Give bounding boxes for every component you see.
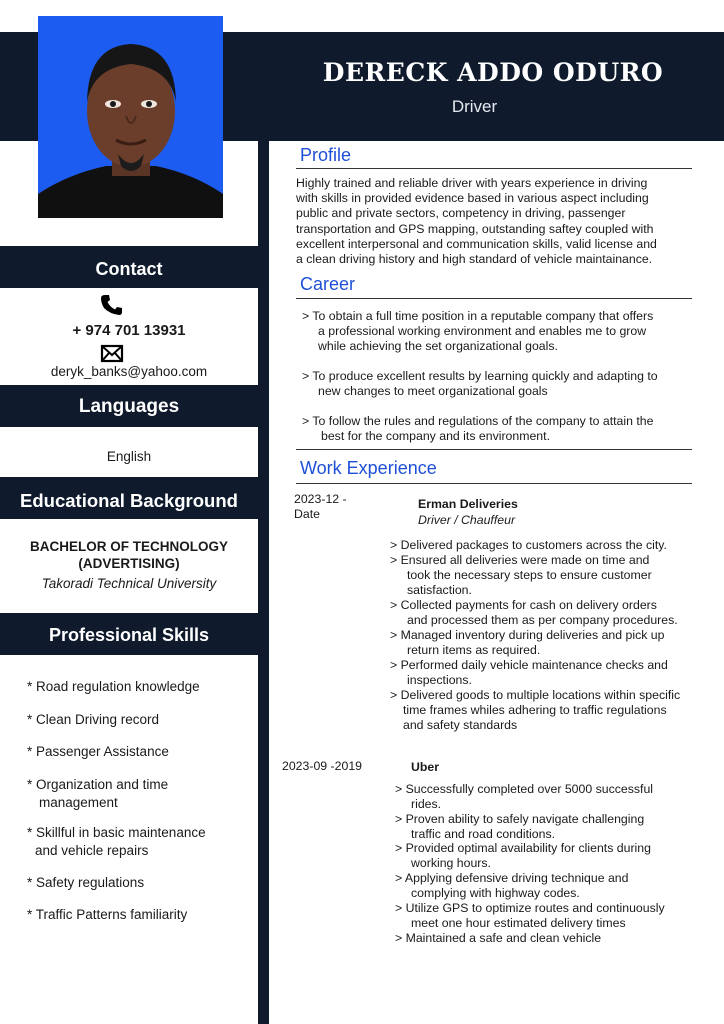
job-duty: > Collected payments for cash on delivery orders [390,598,657,612]
job-position: Driver / Chauffeur [418,513,516,527]
candidate-name: DERECK ADDO ODURO [322,58,664,87]
portrait-image [38,16,223,218]
job-duty-cont: rides. [411,797,442,811]
phone-number[interactable]: + 974 701 13931 [72,322,186,339]
job-duty-cont: and processed them as per company procedures. [407,613,678,627]
profile-heading: Profile [300,145,352,165]
job-duty-cont: working hours. [411,856,491,870]
job-duty: > Maintained a safe and clean vehicle [395,931,602,945]
job-duty: > Ensured all deliveries were made on time and [390,553,650,567]
profile-rule [296,168,692,169]
job-duty: > Delivered packages to customers across the city. [390,538,667,552]
job-date: 2023-09 -2019 [282,759,362,773]
career-heading: Career [300,274,356,294]
job-duty: > Successfully completed over 5000 successful [395,782,654,796]
job-duty-cont: time frames whiles adhering to traffic regulations [403,703,667,717]
skill-item: * Clean Driving record [27,712,160,727]
experience-rule [296,483,692,484]
career-goal: > To follow the rules and regulations of the company to attain the [302,414,654,428]
degree [0,538,258,572]
skill-item: * Passenger Assistance [27,744,169,759]
contact-heading: Contact [0,246,258,288]
job-duty-cont: return items as required. [407,643,541,657]
career-goal-cont: a professional working environment and enables me to grow [318,324,647,338]
school-name: Takoradi Technical University [41,576,217,591]
job-duty-cont: meet one hour estimated delivery times [411,916,626,930]
column-divider [258,141,269,1024]
job-duty: > Proven ability to safely navigate challenging [395,812,645,826]
job-duty: > Performed daily vehicle maintenance checks and [390,658,668,672]
career-bottom-rule [296,449,692,450]
candidate-title: Driver [451,97,498,116]
degree-line: BACHELOR OF TECHNOLOGY [30,539,228,554]
skill-item: * Traffic Patterns familiarity [27,907,188,922]
skill-item: * Organization and time management [27,777,169,810]
job-duty-cont: traffic and road conditions. [411,827,556,841]
skill-item: * Road regulation knowledge [27,679,200,694]
email-address[interactable]: deryk_banks@yahoo.com [50,364,208,379]
skills-heading: Professional Skills [0,613,258,655]
job-date: Date [294,507,320,521]
job-duty-cont: complying with highway codes. [411,886,580,900]
job-duty-cont: inspections. [407,673,472,687]
profile-photo [38,16,223,218]
languages-heading: Languages [0,385,258,427]
career-goal: > To obtain a full time position in a reputable company that offers [302,309,654,323]
job-company: Uber [411,760,440,774]
job-date: 2023-12 - [294,492,347,506]
job-duty: > Managed inventory during deliveries and pick up [390,628,665,642]
job-duty-cont: satisfaction. [407,583,472,597]
experience-heading: Work Experience [300,458,437,478]
job-company: Erman Deliveries [418,497,518,511]
job-duty-cont: and safety standards [403,718,518,732]
language-item: English [106,449,152,464]
skill-item: * Skillful in basic maintenance and vehicle repairs [27,825,206,858]
degree-line: (ADVERTISING) [78,556,180,571]
skill-item: * Safety regulations [27,875,145,890]
career-goal: > To produce excellent results by learning quickly and adapting to [302,369,658,383]
job-duty: > Provided optimal availability for clients during [395,841,651,855]
profile-text: Highly trained and reliable driver with years experience in driving with skills in provided evidence based in various aspect including public and private sectors, competency in driving, passenger transportation and GPS mapping, outstanding saftey coupled with excellent interpersonal and communication skills, valid license and a clean driving history and high standard of vehicle maintainance. [296,176,657,267]
education-heading: Educational Background [0,477,258,519]
phone-icon [100,294,124,316]
career-goal-cont: new changes to meet organizational goals [318,384,548,398]
job-duty: > Applying defensive driving technique and [395,871,629,885]
career-rule [296,298,692,299]
career-goal-cont: while achieving the set organizational goals. [318,339,558,353]
job-duty-cont: took the necessary steps to ensure customer [407,568,652,582]
job-duty: > Delivered goods to multiple locations within specific [390,688,681,702]
career-goal-cont: best for the company and its environment. [321,429,550,443]
envelope-icon [100,343,124,365]
job-duty: > Utilize GPS to optimize routes and continuously [395,901,665,915]
